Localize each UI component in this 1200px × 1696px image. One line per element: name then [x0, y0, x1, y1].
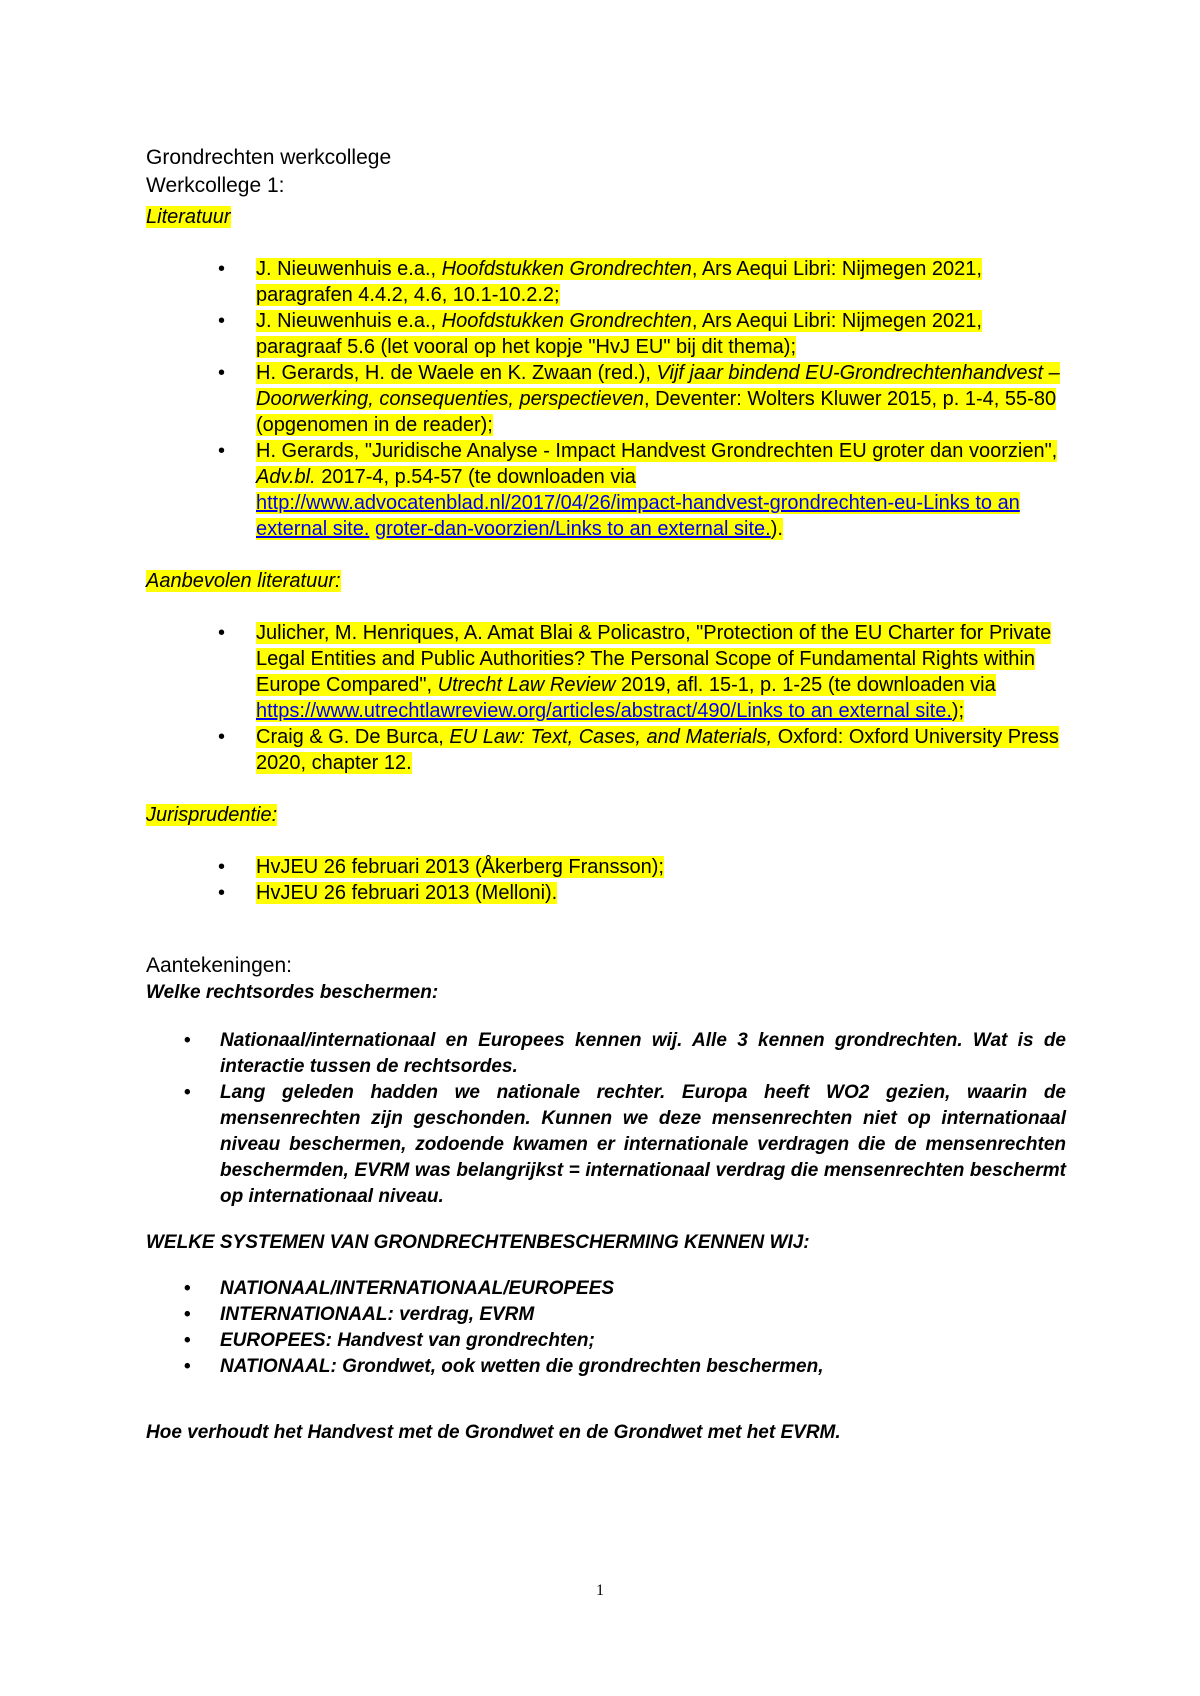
list-item: • Craig & G. De Burca, EU Law: Text, Cases, and Materials, Oxford: Oxford University Press 2020, chapter 12.	[218, 726, 1059, 774]
document-content	[146, 144, 1066, 1446]
list-item: • Julicher, M. Henriques, A. Amat Blai & Policastro, "Protection of the EU Charter for Private Legal Entities and Public Authorities? The Personal Scope of Fundamental Rights within Europe Compared", Utrecht Law Review 2019, afl. 15-1, p. 1-25 (te downloaden via https://www.utrechtlawreview.org/articles/abstract/490/Links to an external site.);	[218, 622, 1052, 722]
bullet-icon: •	[184, 1278, 191, 1299]
list-item: • Lang geleden hadden we nationale rechter. Europa heeft WO2 gezien, waarin de mensenrechten zijn geschonden. Kunnen we deze mensenrechten niet op internationaal niveau beschermen, zodoende kwamen er internationale verdragen die de mensenrechten beschermden, EVRM was belangrijkst = internationaal verdrag die mensenrechten beschermt op internationaal niveau.	[184, 1082, 1066, 1207]
bullet-icon: •	[218, 310, 226, 332]
bullet-icon: •	[218, 258, 226, 280]
bullet-icon: •	[218, 440, 226, 462]
advocatenblad-link-continued[interactable]: groter-dan-voorzien/Links to an external site.	[374, 518, 771, 540]
list-item: • NATIONAAL: Grondwet, ook wetten die grondrechten beschermen,	[146, 1354, 1066, 1380]
list-item: • HvJEU 26 februari 2013 (Melloni).	[218, 882, 558, 904]
jurisprudentie-list	[146, 854, 1066, 906]
bullet-icon: •	[218, 882, 226, 904]
literatuur-list	[146, 256, 1066, 542]
section-label-aanbevolen: Aanbevolen literatuur:	[146, 570, 341, 592]
aanbevolen-list	[146, 620, 1066, 776]
advocatenblad-link[interactable]: http://www.advocatenblad.nl/2017/04/26/impact-handvest-grondrechten-eu-Links to an external site.	[256, 492, 1020, 540]
list-item: • H. Gerards, H. de Waele en K. Zwaan (red.), Vijf jaar bindend EU-Grondrechtenhandvest – Doorwerking, consequenties, perspectieven, Deventer: Wolters Kluwer 2015, p. 1-4, 55-80 (opgenomen in de reader);	[218, 362, 1060, 436]
page-number: 1	[596, 1582, 604, 1599]
document-title: Grondrechten werkcollege	[146, 146, 392, 169]
bullet-icon: •	[218, 856, 226, 878]
list-item: • J. Nieuwenhuis e.a., Hoofdstukken Grondrechten, Ars Aequi Libri: Nijmegen 2021, paragraaf 5.6 (let vooral op het kopje "HvJ EU" bij dit thema);	[218, 310, 982, 358]
section-label-jurisprudentie: Jurisprudentie:	[146, 804, 278, 826]
bullet-icon: •	[184, 1304, 191, 1325]
bullet-icon: •	[218, 726, 226, 748]
bullet-icon: •	[184, 1330, 191, 1351]
bullet-icon: •	[184, 1082, 191, 1103]
document-subtitle: Werkcollege 1:	[146, 174, 285, 197]
bullet-icon: •	[184, 1356, 191, 1377]
list-item: • HvJEU 26 februari 2013 (Åkerberg Fransson);	[218, 856, 664, 878]
bullet-icon: •	[184, 1030, 191, 1051]
bullet-icon: •	[218, 362, 226, 384]
systems-list	[146, 1276, 1066, 1380]
section-label-literatuur: Literatuur	[146, 206, 231, 228]
list-item: • H. Gerards, "Juridische Analyse - Impact Handvest Grondrechten EU groter dan voorzien", Adv.bl. 2017-4, p.54-57 (te downloaden via http://www.advocatenblad.nl/2017/04/26/impact-handvest-grondrechten-eu-Links to an external site. groter-dan-voorzien/Links to an external site.).	[218, 440, 1058, 540]
list-item: • NATIONAAL/INTERNATIONAAL/EUROPEES	[146, 1276, 1066, 1302]
notes-list	[146, 1028, 1066, 1210]
notes-heading: WELKE SYSTEMEN VAN GRONDRECHTENBESCHERMING KENNEN WIJ:	[146, 1232, 810, 1253]
utrecht-law-review-link[interactable]: https://www.utrechtlawreview.org/articles/abstract/490/Links to an external site.	[256, 700, 952, 722]
notes-question: Welke rechtsordes beschermen:	[146, 982, 439, 1003]
bullet-icon: •	[218, 622, 226, 644]
list-item: • INTERNATIONAAL: verdrag, EVRM	[146, 1302, 1066, 1328]
list-item: • EUROPEES: Handvest van grondrechten;	[146, 1328, 1066, 1354]
notes-title: Aantekeningen:	[146, 954, 292, 977]
notes-question: Hoe verhoudt het Handvest met de Grondwet en de Grondwet met het EVRM.	[146, 1422, 841, 1443]
list-item: • J. Nieuwenhuis e.a., Hoofdstukken Grondrechten, Ars Aequi Libri: Nijmegen 2021, paragrafen 4.4.2, 4.6, 10.1-10.2.2;	[218, 258, 982, 306]
list-item: • Nationaal/internationaal en Europees kennen wij. Alle 3 kennen grondrechten. Wat is de interactie tussen de rechtsordes.	[184, 1030, 1066, 1077]
